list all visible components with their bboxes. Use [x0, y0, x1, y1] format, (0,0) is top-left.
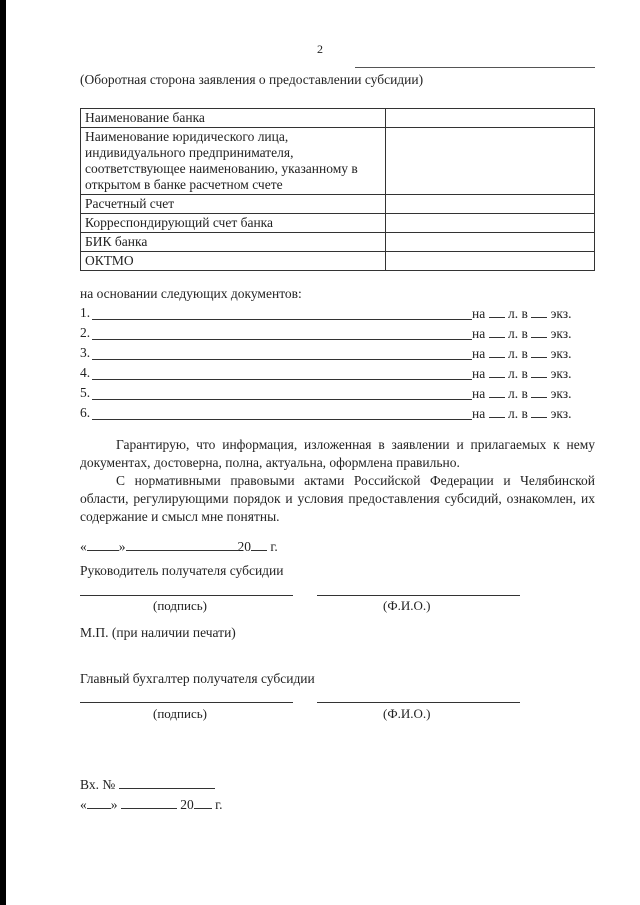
day-blank[interactable]	[87, 538, 119, 551]
sheets-blank[interactable]	[489, 305, 505, 318]
header-rule	[355, 67, 595, 68]
bik-value	[386, 233, 595, 252]
entity-name-value	[386, 128, 595, 195]
incoming-year-blank[interactable]	[194, 796, 212, 809]
incoming-day-blank[interactable]	[87, 796, 111, 809]
sheets-blank[interactable]	[489, 385, 505, 398]
head-sign-label: (подпись)	[153, 598, 207, 613]
document-name-line[interactable]	[92, 419, 472, 420]
document-number: 1.	[80, 305, 91, 320]
head-title: Руководитель получателя субсидии	[80, 563, 284, 578]
account-label: Расчетный счет	[81, 195, 386, 214]
month-blank[interactable]	[126, 538, 238, 551]
head-signature-line[interactable]	[80, 595, 293, 596]
accountant-sign-label: (подпись)	[153, 706, 207, 721]
sheets-blank[interactable]	[489, 365, 505, 378]
scan-edge	[0, 0, 6, 905]
table-row	[81, 214, 595, 233]
accountant-signature-line[interactable]	[80, 702, 293, 703]
corr-account-value	[386, 214, 595, 233]
document-row: 5. на л. в экз.	[80, 385, 572, 401]
year-blank[interactable]	[251, 538, 267, 551]
table-row	[81, 195, 595, 214]
sheets-blank[interactable]	[489, 325, 505, 338]
accountant-fio-label: (Ф.И.О.)	[383, 706, 431, 721]
bank-name-label: Наименование банка	[81, 109, 386, 128]
head-fio-label: (Ф.И.О.)	[383, 598, 431, 613]
guarantee-paragraph: Гарантирую, что информация, изложенная в заявлении и прилагаемых к нему документах, достоверна, полна, актуальна, оформлена правильно.	[80, 437, 595, 470]
document-row: 2. на л. в экз.	[80, 325, 572, 341]
accountant-fio-line[interactable]	[317, 702, 520, 703]
incoming-number: Вх. №	[80, 776, 215, 793]
document-number: 4.	[80, 365, 91, 380]
document-number: 3.	[80, 345, 91, 360]
document-number: 6.	[80, 405, 91, 420]
table-row	[81, 252, 595, 271]
document-name-line[interactable]	[92, 319, 472, 320]
application-date: « » 20 г.	[80, 539, 278, 554]
document-row: 3. на л. в экз.	[80, 345, 572, 361]
accountant-title: Главный бухгалтер получателя субсидии	[80, 671, 315, 686]
copies-blank[interactable]	[531, 345, 547, 358]
incoming-number-blank[interactable]	[119, 776, 215, 789]
page-caption: (Оборотная сторона заявления о предоставлении субсидии)	[80, 72, 424, 87]
head-fio-line[interactable]	[317, 595, 520, 596]
oktmo-value	[386, 252, 595, 271]
copies-blank[interactable]	[531, 325, 547, 338]
copies-blank[interactable]	[531, 385, 547, 398]
table-row	[81, 128, 595, 195]
entity-name-label: Наименование юридического лица, индивидуального предпринимателя, соответствующее наименованию, указанному в открытом в банке расчетном счете	[81, 128, 386, 195]
oktmo-label: ОКТМО	[81, 252, 386, 271]
document-row: 4. на л. в экз.	[80, 365, 572, 381]
bank-details-table	[80, 108, 595, 271]
account-value	[386, 195, 595, 214]
document-number: 2.	[80, 325, 91, 340]
basis-text: на основании следующих документов:	[80, 286, 302, 301]
document-row: 6. на л. в экз.	[80, 405, 572, 421]
bik-label: БИК банка	[81, 233, 386, 252]
table-row	[81, 109, 595, 128]
copies-blank[interactable]	[531, 365, 547, 378]
sheets-blank[interactable]	[489, 405, 505, 418]
document-name-line[interactable]	[92, 339, 472, 340]
document-number: 5.	[80, 385, 91, 400]
table-row	[81, 233, 595, 252]
document-name-line[interactable]	[92, 379, 472, 380]
sheets-blank[interactable]	[489, 345, 505, 358]
bank-name-value	[386, 109, 595, 128]
corr-account-label: Корреспондирующий счет банка	[81, 214, 386, 233]
incoming-date: « » 20 г.	[80, 797, 223, 812]
copies-blank[interactable]	[531, 405, 547, 418]
page-number: 2	[317, 42, 323, 56]
document-name-line[interactable]	[92, 399, 472, 400]
copies-blank[interactable]	[531, 305, 547, 318]
stamp-note: М.П. (при наличии печати)	[80, 625, 236, 640]
acts-paragraph: С нормативными правовыми актами Российской Федерации и Челябинской области, регулирующими порядок и условия предоставления субсидий, ознакомлен, их содержание и смысл мне понятны.	[80, 473, 595, 524]
document-row: 1. на л. в экз.	[80, 305, 572, 321]
document-name-line[interactable]	[92, 359, 472, 360]
incoming-month-blank[interactable]	[121, 796, 177, 809]
